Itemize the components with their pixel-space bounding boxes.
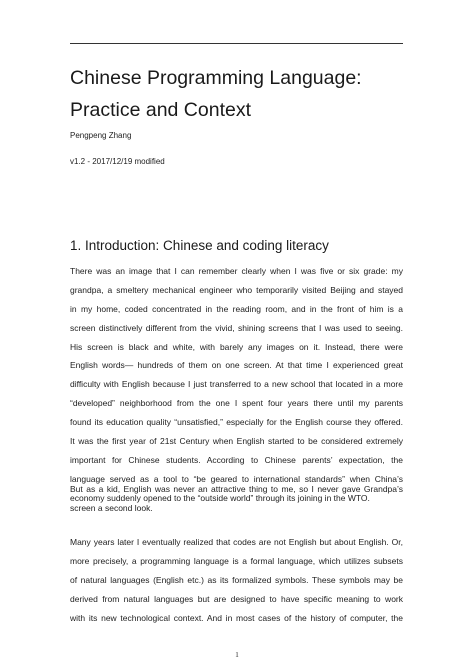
text-line: Many years later I eventually realized that codes are not English but about English. Or,	[70, 537, 403, 547]
text-line: There was an image that I can remember clearly when I was five or six grade: my	[70, 266, 403, 276]
text-line: grandpa, a smeltery mechanical engineer who temporarily visited Beijing and stayed	[70, 284, 403, 295]
header-rule	[70, 43, 403, 44]
title-line: Chinese Programming Language:	[70, 67, 362, 89]
text-line: screen a second look.	[70, 502, 153, 513]
text-line: language served as a tool to “be geared to international standards” when China’s	[70, 473, 403, 484]
text-line: English words— hundreds of them on one screen. At that time I experienced great	[70, 360, 403, 371]
text-line: in my home, coded concentrated in the reading room, and in the front of him is a	[70, 303, 403, 314]
document-title	[70, 62, 410, 126]
text-line: His screen is black and white, with barely any images on it. Instead, there were	[70, 341, 403, 352]
text-line: derived from natural languages but are designed to have specific meaning to work	[70, 593, 403, 604]
text-line: But as a kid, English was never an attractive thing to me, so I never gave Grandpa’s	[70, 484, 403, 494]
title-line: Practice and Context	[70, 99, 252, 121]
section-heading: 1. Introduction: Chinese and coding literacy	[70, 238, 329, 253]
text-line: difficulty with English because I just transferred to a new school that located in a more	[70, 379, 403, 390]
text-line: with its new technological context. And in most cases of the history of computer, the	[70, 612, 403, 623]
text-line: screen distinctively different from the vivid, shining screens that I was used to seeing.	[70, 322, 403, 333]
paragraph-kid	[70, 480, 403, 518]
author-name: Pengpeng Zhang	[70, 131, 132, 140]
paragraph-intro	[70, 262, 403, 508]
text-line: found its education quality “unsatisfied,” especially for the English course they offered.	[70, 417, 403, 428]
paragraph-formal-language	[70, 533, 403, 627]
version-info: v1.2 - 2017/12/19 modified	[70, 157, 165, 166]
text-line: important for Chinese students. According to Chinese parents’ expectation, the	[70, 454, 403, 465]
text-line: “developed” neighborhood from the one I spent four years there until my parents	[70, 398, 403, 409]
text-line: more precisely, a programming language is a formal language, which utilizes subsets	[70, 555, 403, 566]
text-line: of natural languages (English etc.) as its formalized symbols. These symbols may be	[70, 574, 403, 585]
text-line: economy suddenly opened to the “outside world” through its joining in the WTO.	[70, 492, 370, 503]
text-line: It was the first year of 21st Century when English started to be considered extremely	[70, 436, 403, 447]
page-number: 1	[235, 651, 239, 659]
